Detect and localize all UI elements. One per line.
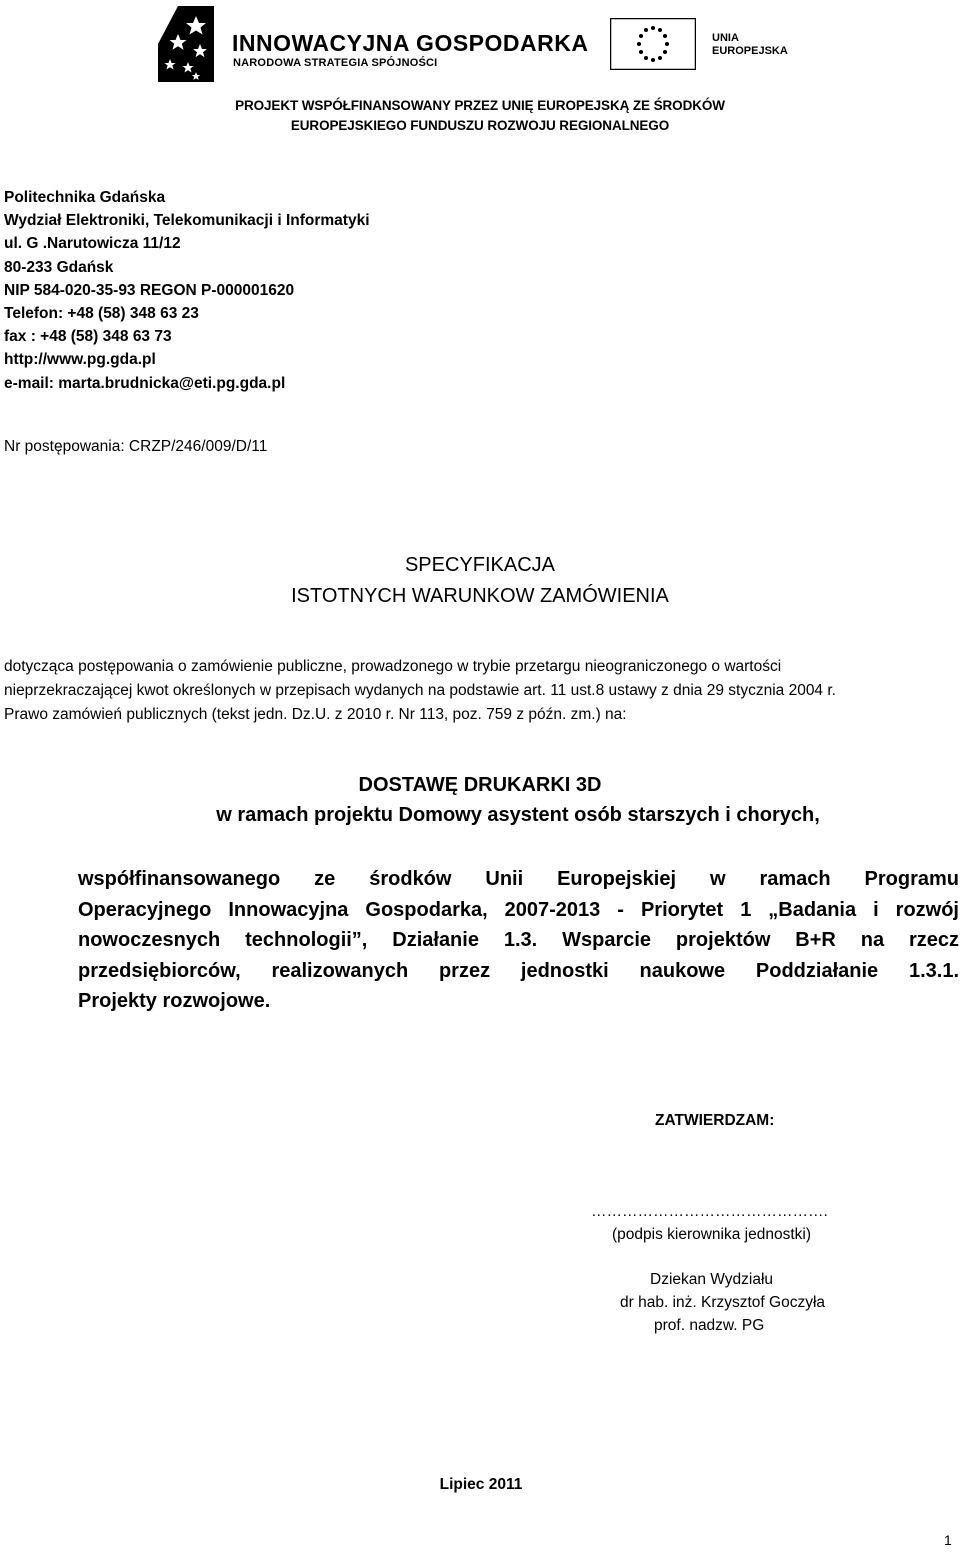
procedure-number: Nr postępowania: CRZP/246/009/D/11: [4, 438, 268, 455]
project-cofinancing-line1: PROJEKT WSPÓŁFINANSOWANY PRZEZ UNIĘ EUROPEJSKĄ ZE ŚRODKÓW: [235, 98, 725, 113]
address-line: Wydział Elektroniki, Telekomunikacji i Informatyki: [4, 212, 370, 230]
signatory-name: dr hab. inż. Krzysztof Goczyła: [620, 1294, 826, 1311]
financing-line: Projekty rozwojowe.: [78, 990, 271, 1012]
email-link[interactable]: e-mail: marta.brudnicka@eti.pg.gda.pl: [4, 374, 286, 392]
document-title-line2: ISTOTNYCH WARUNKOW ZAMÓWIENIA: [291, 585, 669, 607]
address-line: Telefon: +48 (58) 348 63 23: [4, 305, 199, 323]
innowacyjna-gospodarka-logo-icon: [156, 4, 216, 84]
intro-line: dotycząca postępowania o zamówienie publiczne, prowadzonego w trybie przetargu nieograniczonego o wartości: [4, 658, 782, 675]
document-date: Lipiec 2011: [439, 1476, 523, 1493]
ig-logo-subtitle: NARODOWA STRATEGIA SPÓJNOŚCI: [233, 57, 438, 69]
page-number: 1: [944, 1532, 952, 1548]
address-line: ul. G .Narutowicza 11/12: [4, 235, 181, 253]
document-title-line1: SPECYFIKACJA: [404, 554, 556, 576]
signatory-role: Dziekan Wydziału: [650, 1271, 774, 1288]
address-block: [4, 186, 370, 395]
intro-line: Prawo zamówień publicznych (tekst jedn. Dz.U. z 2010 r. Nr 113, poz. 759 z późn. zm.) na:: [4, 706, 627, 723]
address-line: 80-233 Gdańsk: [4, 258, 114, 276]
approval-label: ZATWIERDZAM:: [655, 1112, 775, 1129]
signature-line: ……………………………………….: [591, 1203, 828, 1220]
financing-line: nowoczesnych technologii”, Działanie 1.3. Wsparcie projektów B+R na rzecz: [78, 929, 959, 951]
financing-line: Operacyjnego Innowacyjna Gospodarka, 2007-2013 - Priorytet 1 „Badania i rozwój: [78, 898, 959, 921]
financing-line: współfinansowanego ze środków Unii Europejskiej w ramach Programu: [78, 868, 959, 890]
financing-line: przedsiębiorców, realizowanych przez jednostki naukowe Poddziałanie 1.3.1.: [78, 959, 959, 982]
eu-flag-icon: [610, 18, 696, 70]
intro-paragraph: [4, 655, 956, 727]
website-link[interactable]: http://www.pg.gda.pl: [4, 351, 156, 369]
address-line: NIP 584-020-35-93 REGON P-000001620: [4, 281, 295, 299]
project-heading: w ramach projektu Domowy asystent osób starszych i chorych,: [216, 804, 820, 826]
signatory-title: prof. nadzw. PG: [654, 1317, 765, 1334]
signature-caption: (podpis kierownika jednostki): [612, 1226, 812, 1243]
address-line: Politechnika Gdańska: [4, 189, 166, 206]
intro-line: nieprzekraczającej kwot określonych w przepisach wydanych na podstawie art. 11 ust.8 ustawy z dnia 29 stycznia 2004 r.: [4, 682, 836, 699]
financing-paragraph: [78, 864, 959, 1017]
eu-logo-line1: UNIA: [712, 32, 739, 44]
subject-heading: DOSTAWĘ DRUKARKI 3D: [358, 774, 602, 796]
ig-logo-title: INNOWACYJNA GOSPODARKA: [232, 30, 589, 56]
eu-logo-line2: EUROPEJSKA: [712, 45, 788, 57]
project-cofinancing-line2: EUROPEJSKIEGO FUNDUSZU ROZWOJU REGIONALNEGO: [290, 118, 670, 133]
address-line: fax : +48 (58) 348 63 73: [4, 328, 172, 346]
